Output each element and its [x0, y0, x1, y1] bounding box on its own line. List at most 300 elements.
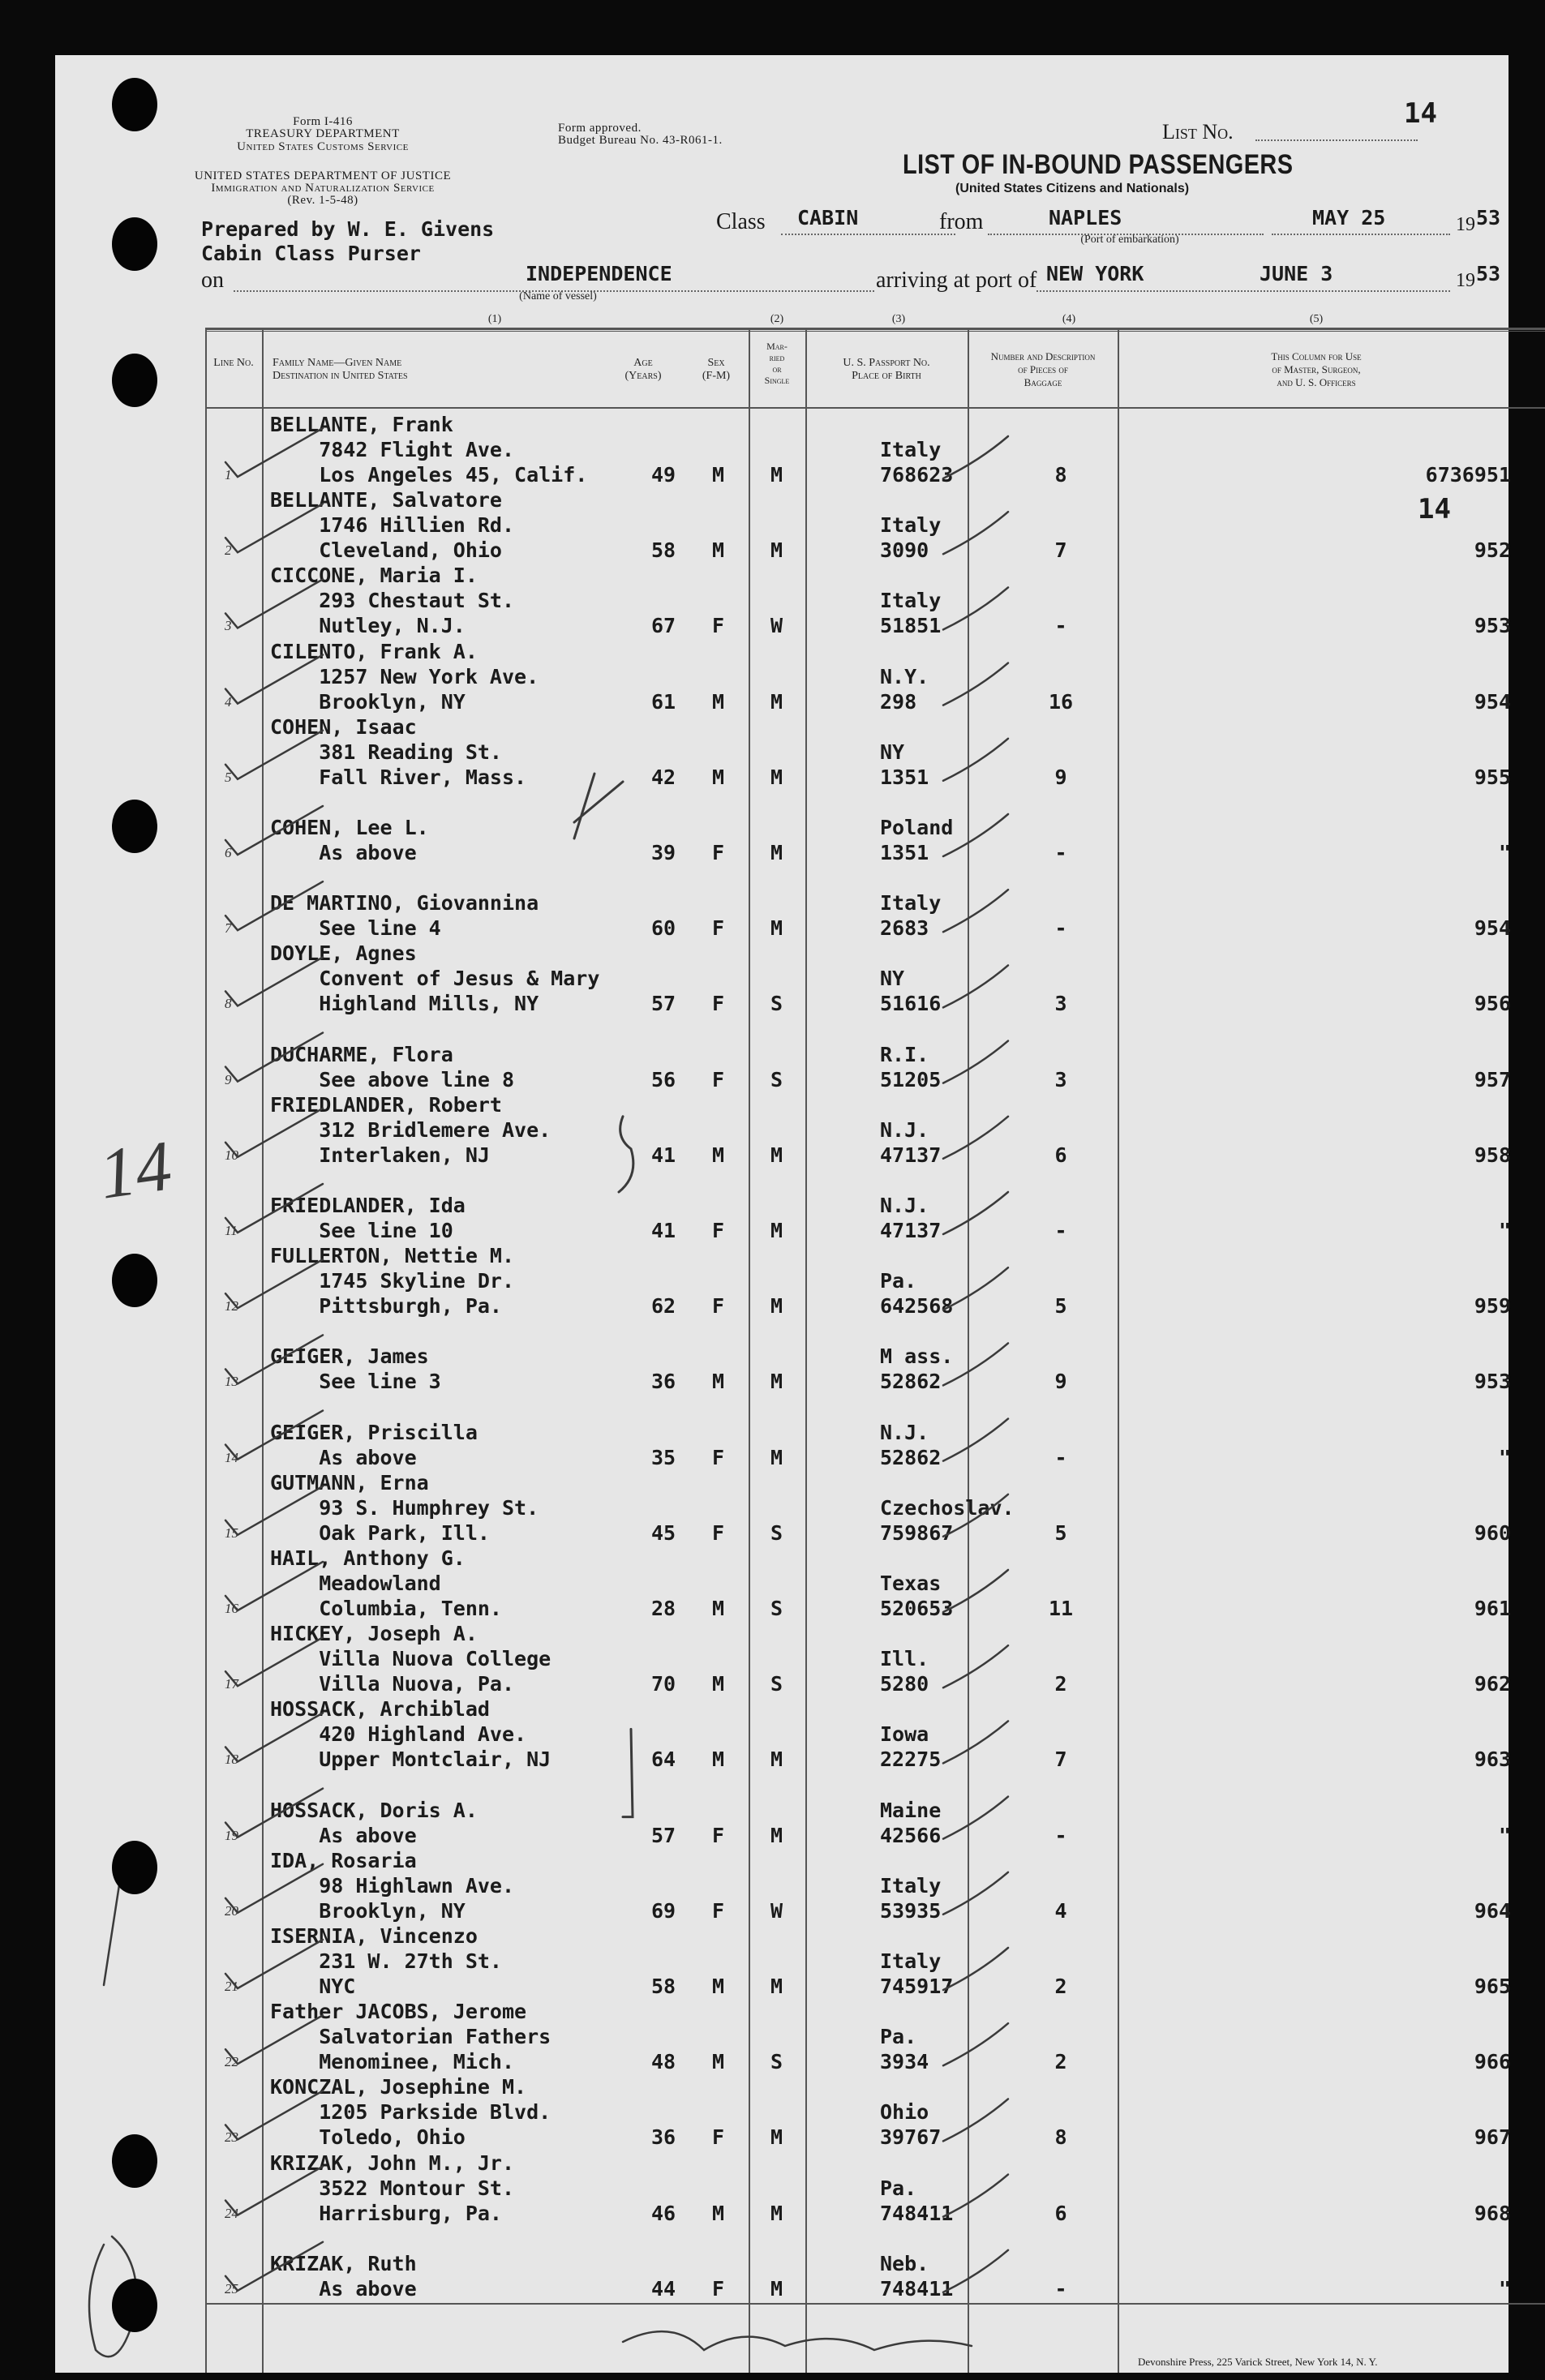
punch-hole	[112, 1841, 157, 1894]
passport-check-mark	[943, 663, 1008, 705]
destination-line: 1205 Parkside Blvd.	[270, 2100, 551, 2125]
marital-cell: M	[770, 1823, 783, 1847]
left-check-mark	[225, 1335, 323, 1383]
manifest-page	[55, 55, 1509, 2373]
destination-line: Villa Nuova College	[270, 1647, 551, 1671]
col-number-2: (2)	[770, 313, 784, 325]
sex-cell: M	[711, 1975, 725, 1998]
birthplace-cell: Neb.	[880, 2251, 929, 2275]
punch-hole	[112, 1254, 157, 1307]
left-check-mark	[225, 1486, 323, 1535]
marital-cell: S	[770, 1520, 783, 1545]
officer-column-cell: "	[1498, 1445, 1511, 1469]
line-number: 8	[225, 996, 232, 1012]
officer-column-cell: 953	[1474, 614, 1511, 638]
sex-cell: F	[711, 1445, 725, 1469]
marital-cell: S	[770, 2050, 783, 2074]
birthplace-cell: Italy	[880, 891, 942, 916]
col-number-5: (5)	[1309, 313, 1324, 325]
marital-cell: M	[770, 2201, 783, 2225]
arrival-port: NEW YORK	[1046, 262, 1144, 285]
birthplace-cell: Pa.	[880, 2025, 917, 2049]
birthplace-cell: Czechoslav.	[880, 1495, 1015, 1520]
passport-check-mark	[943, 1267, 1008, 1310]
destination-line: Toledo, Ohio	[270, 2125, 466, 2150]
marital-cell: W	[770, 1898, 783, 1923]
passenger-name: HAIL, Anthony G.	[270, 1546, 466, 1570]
age-cell: 46	[650, 2201, 676, 2225]
marital-cell: W	[770, 614, 783, 638]
baggage-cell: -	[1054, 1445, 1067, 1469]
left-check-mark	[225, 881, 323, 930]
line-number: 2	[225, 542, 232, 559]
prepared-by: Prepared by W. E. Givens	[201, 217, 495, 241]
marital-cell: S	[770, 992, 783, 1016]
passenger-name: HOSSACK, Archiblad	[270, 1697, 490, 1722]
birthplace-cell: N.J.	[880, 1194, 929, 1217]
baggage-cell: -	[1054, 2276, 1067, 2301]
passport-check-mark	[943, 1872, 1008, 1915]
baggage-cell: 2	[1054, 1975, 1067, 1998]
destination-line: HOSSACK, Doris A.	[270, 1798, 478, 1822]
age-cell: 61	[650, 689, 676, 714]
passenger-name: IDA, Rosaria	[270, 1848, 417, 1872]
birthplace-cell: NY	[880, 967, 905, 991]
age-cell: 57	[650, 992, 676, 1016]
officer-column-cell: 952	[1474, 538, 1511, 563]
baggage-cell: -	[1054, 614, 1067, 638]
passport-number-cell: 642568	[880, 1294, 954, 1319]
destination-line: 98 Highlawn Ave.	[270, 1873, 515, 1898]
officer-column-cell: 962	[1474, 1672, 1511, 1696]
form-number: Form I-416	[293, 115, 353, 128]
line-number: 18	[225, 1752, 238, 1768]
birthplace-cell: Pa.	[880, 2176, 917, 2200]
baggage-cell: -	[1054, 1823, 1067, 1847]
destination-line: GEIGER, James	[270, 1344, 429, 1369]
birthplace-cell: N.J.	[880, 1420, 929, 1444]
baggage-cell: 9	[1054, 1370, 1067, 1394]
sex-cell: F	[711, 2125, 725, 2150]
departure-year: 53	[1476, 206, 1501, 229]
destination-line: 381 Reading St.	[270, 740, 502, 764]
marital-cell: M	[770, 841, 783, 864]
marital-cell: M	[770, 1143, 783, 1167]
officer-column-cell: 961	[1474, 1597, 1511, 1620]
officer-column-cell: 6736951	[1425, 463, 1511, 487]
embarkation-caption: (Port of embarkation)	[1080, 234, 1179, 246]
col-number-4: (4)	[1062, 313, 1076, 325]
birthplace-cell: Poland	[880, 816, 954, 839]
sex-cell: M	[711, 538, 725, 563]
immigration-service: Immigration and Naturalization Service	[211, 182, 435, 195]
birthplace-cell: Ill.	[880, 1647, 929, 1671]
line-number: 9	[225, 1071, 232, 1087]
sex-cell: F	[711, 916, 725, 941]
destination-line: Highland Mills, NY	[270, 992, 539, 1016]
officer-column-cell: 959	[1474, 1294, 1511, 1319]
destination-line: As above	[270, 2276, 417, 2301]
destination-line: 293 Chestaut St.	[270, 589, 515, 613]
line-number: 14	[225, 1449, 238, 1465]
destination-line: 1745 Skyline Dr.	[270, 1269, 515, 1293]
baggage-cell: 2	[1054, 1672, 1067, 1696]
officer-column-cell: 965	[1474, 1975, 1511, 1998]
passenger-name: BELLANTE, Frank	[270, 413, 453, 436]
age-cell: 41	[650, 1219, 676, 1242]
class-value: CABIN	[797, 206, 859, 229]
officer-column-cell: 956	[1474, 992, 1511, 1016]
birthplace-cell: NY	[880, 740, 905, 764]
left-check-mark	[225, 2242, 323, 2291]
officer-column-cell: 955	[1474, 765, 1511, 789]
marital-cell: S	[770, 1672, 783, 1696]
list-no-label: List No.	[1162, 120, 1234, 144]
sex-cell: F	[711, 1294, 725, 1319]
left-check-mark	[225, 2167, 323, 2215]
destination-line: Fall River, Mass.	[270, 765, 527, 789]
arriving-label: arriving at port of	[876, 268, 1037, 293]
passport-check-mark	[943, 587, 1008, 629]
line-number: 6	[225, 845, 232, 860]
officer-column-cell: "	[1498, 2276, 1511, 2301]
destination-line: 93 S. Humphrey St.	[270, 1495, 539, 1520]
birthplace-cell: M ass.	[880, 1344, 954, 1369]
destination-line: Salvatorian Fathers	[270, 2025, 551, 2049]
marital-cell: M	[770, 1294, 783, 1319]
baggage-cell: -	[1054, 1219, 1067, 1242]
line-number: 5	[225, 769, 232, 785]
passport-check-mark	[943, 2175, 1008, 2217]
passenger-name: HICKEY, Joseph A.	[270, 1622, 478, 1646]
passport-number-cell: 42566	[880, 1823, 942, 1847]
passport-number-cell: 748411	[880, 2276, 954, 2301]
baggage-cell: -	[1054, 916, 1067, 941]
passport-number-cell: 5280	[880, 1672, 929, 1696]
passport-check-mark	[943, 2099, 1008, 2141]
passport-check-mark	[943, 2023, 1008, 2065]
marital-cell: M	[770, 1219, 783, 1242]
punch-hole	[112, 2279, 157, 2332]
left-check-mark	[225, 1411, 323, 1460]
arrival-year-prefix: 19	[1456, 270, 1475, 291]
on-label: on	[201, 268, 224, 293]
pencil-scribble	[574, 774, 623, 838]
header-officers: This Column for Use of Master, Surgeon, and U. S. Officers	[1271, 350, 1362, 388]
marital-cell: M	[770, 1370, 783, 1394]
passport-number-cell: 745917	[880, 1975, 954, 1998]
line-number: 12	[225, 1298, 238, 1314]
baggage-cell: 9	[1054, 765, 1067, 789]
sex-cell: F	[711, 1067, 725, 1091]
destination-line: 420 Highland Ave.	[270, 1722, 527, 1747]
arrival-year: 53	[1476, 262, 1501, 285]
margin-stroke	[104, 1880, 120, 1985]
destination-line: 1257 New York Ave.	[270, 664, 539, 688]
age-cell: 44	[650, 2276, 676, 2301]
line-number: 23	[225, 2129, 238, 2146]
marital-cell: M	[770, 2125, 783, 2150]
passenger-name: CICCONE, Maria I.	[270, 564, 478, 588]
destination-line: Villa Nuova, Pa.	[270, 1672, 515, 1696]
officer-column-cell: 958	[1474, 1143, 1511, 1167]
officer-column-cell: 957	[1474, 1067, 1511, 1091]
passport-check-mark	[943, 1797, 1008, 1839]
baggage-cell: 7	[1054, 1747, 1067, 1772]
arrival-date: JUNE 3	[1260, 262, 1333, 285]
officer-column-cell: "	[1498, 841, 1511, 864]
birthplace-cell: Italy	[880, 589, 942, 613]
left-check-mark	[225, 579, 323, 628]
sex-cell: F	[711, 1219, 725, 1242]
marital-cell: M	[770, 538, 783, 563]
left-check-mark	[225, 1259, 323, 1308]
sex-cell: F	[711, 841, 725, 864]
header-passport: U. S. Passport No. Place of Birth	[843, 357, 930, 382]
left-check-mark	[225, 1184, 323, 1233]
destination-line: Cleveland, Ohio	[270, 538, 502, 563]
sex-cell: F	[711, 1823, 725, 1847]
class-label: Class	[716, 209, 766, 234]
officer-column-cell: 953	[1474, 1370, 1511, 1394]
sex-cell: F	[711, 1898, 725, 1923]
from-label: from	[939, 209, 984, 234]
passport-check-mark	[943, 890, 1008, 932]
passport-number-cell: 748411	[880, 2201, 954, 2225]
baggage-cell: 3	[1054, 992, 1067, 1016]
passport-check-mark	[943, 436, 1008, 478]
sex-cell: M	[711, 1143, 725, 1167]
passport-check-mark	[943, 1419, 1008, 1461]
destination-line: DUCHARME, Flora	[270, 1042, 453, 1066]
depart-year-prefix: 19	[1456, 214, 1475, 235]
left-check-mark	[225, 655, 323, 704]
destination-line: See above line 8	[270, 1067, 515, 1091]
sex-cell: F	[711, 614, 725, 638]
margin-handwritten-14: 14	[94, 1126, 177, 1215]
marital-cell: M	[770, 1445, 783, 1469]
baggage-cell: 7	[1054, 538, 1067, 563]
birthplace-cell: Maine	[880, 1798, 942, 1822]
left-check-mark	[225, 806, 323, 855]
passport-number-cell: 53935	[880, 1898, 942, 1923]
age-cell: 49	[650, 463, 676, 487]
marital-cell: M	[770, 463, 783, 487]
vessel-name: INDEPENDENCE	[526, 262, 672, 285]
left-check-mark	[225, 504, 323, 552]
birthplace-cell: Italy	[880, 1873, 942, 1898]
vessel-caption: (Name of vessel)	[519, 290, 597, 302]
destination-line: As above	[270, 1445, 417, 1469]
sex-cell: M	[711, 1672, 725, 1696]
passport-number-cell: 3934	[880, 2050, 929, 2074]
destination-line: 312 Bridlemere Ave.	[270, 1117, 551, 1142]
passport-check-mark	[943, 1117, 1008, 1159]
passport-number-cell: 1351	[880, 841, 929, 864]
age-cell: 69	[650, 1898, 676, 1923]
officer-column-cell: 963	[1474, 1747, 1511, 1772]
passenger-name: Father JACOBS, Jerome	[270, 2000, 527, 2024]
sex-cell: M	[711, 1747, 725, 1772]
sex-cell: F	[711, 1520, 725, 1545]
punch-hole	[112, 354, 157, 407]
destination-line: See line 4	[270, 916, 441, 941]
age-cell: 56	[650, 1067, 676, 1091]
destination-line: KRIZAK, Ruth	[270, 2251, 417, 2275]
age-cell: 28	[650, 1597, 676, 1620]
sex-cell: M	[711, 2201, 725, 2225]
marital-cell: M	[770, 1975, 783, 1998]
officer-column-cell: "	[1498, 1823, 1511, 1847]
header-line-no: Line No.	[213, 357, 254, 369]
passenger-name: KRIZAK, John M., Jr.	[270, 2151, 515, 2175]
passenger-name: BELLANTE, Salvatore	[270, 488, 502, 512]
birthplace-cell: Italy	[880, 1949, 942, 1973]
destination-line: COHEN, Lee L.	[270, 816, 429, 839]
line-number: 13	[225, 1374, 238, 1390]
left-check-mark	[225, 1562, 323, 1610]
customs-service: United States Customs Service	[237, 140, 409, 153]
left-check-mark	[225, 1637, 323, 1686]
age-cell: 58	[650, 538, 676, 563]
header-sex: Sex (F-M)	[702, 357, 731, 382]
passport-check-mark	[943, 512, 1008, 554]
age-cell: 64	[650, 1747, 676, 1772]
baggage-cell: 8	[1054, 463, 1067, 487]
destination-line: 1746 Hillien Rd.	[270, 513, 515, 538]
destination-line: Interlaken, NJ	[270, 1143, 490, 1167]
left-check-mark	[225, 957, 323, 1006]
passenger-name: COHEN, Isaac	[270, 714, 417, 739]
passport-number-cell: 51205	[880, 1067, 942, 1091]
destination-line: DE MARTINO, Giovannina	[270, 891, 539, 916]
destination-line: GEIGER, Priscilla	[270, 1420, 478, 1444]
side-page-number: 14	[1418, 493, 1451, 525]
line-number: 1	[225, 467, 232, 482]
passenger-name: KONCZAL, Josephine M.	[270, 2075, 527, 2099]
destination-line: Oak Park, Ill.	[270, 1520, 490, 1545]
header-age: Age (Years)	[624, 357, 662, 382]
age-cell: 48	[650, 2050, 676, 2074]
age-cell: 60	[650, 916, 676, 941]
line-number: 25	[225, 2280, 238, 2296]
officer-column-cell: 968	[1474, 2201, 1511, 2225]
officer-column-cell: 954	[1474, 689, 1511, 714]
marital-cell: M	[770, 916, 783, 941]
header-baggage: Number and Description of Pieces of Baggage	[990, 350, 1096, 388]
passenger-name: DOYLE, Agnes	[270, 941, 417, 966]
header-married: Mar- ried or Single	[764, 341, 790, 386]
left-check-mark	[225, 1864, 323, 1913]
passport-number-cell: 52862	[880, 1370, 942, 1394]
marital-cell: M	[770, 689, 783, 714]
destination-line: Convent of Jesus & Mary	[270, 967, 600, 991]
officer-column-cell: 964	[1474, 1898, 1511, 1923]
passport-number-cell: 51616	[880, 992, 942, 1016]
left-check-mark	[225, 1109, 323, 1157]
passport-check-mark	[943, 814, 1008, 856]
punch-hole	[112, 800, 157, 853]
destination-line: As above	[270, 1823, 417, 1847]
baggage-cell: 3	[1054, 1067, 1067, 1091]
left-check-mark	[225, 1713, 323, 1761]
passenger-name: CILENTO, Frank A.	[270, 639, 478, 663]
purser-title: Cabin Class Purser	[201, 242, 421, 265]
treasury-department: TREASURY DEPARTMENT	[246, 127, 400, 140]
left-check-mark	[225, 1940, 323, 1988]
officer-column-cell: 967	[1474, 2125, 1511, 2150]
destination-line: Brooklyn, NY	[270, 689, 466, 714]
passport-number-cell: 1351	[880, 765, 929, 789]
officer-column-cell: "	[1498, 1219, 1511, 1242]
pencil-bracket	[623, 1729, 633, 1816]
marital-cell: S	[770, 1597, 783, 1620]
age-cell: 36	[650, 2125, 676, 2150]
baggage-cell: 6	[1054, 1143, 1067, 1167]
destination-line: As above	[270, 841, 417, 864]
printer-imprint: Devonshire Press, 225 Varick Street, New York 14, N. Y.	[1138, 2356, 1378, 2368]
sex-cell: F	[711, 2276, 725, 2301]
destination-line: 231 W. 27th St.	[270, 1949, 502, 1973]
birthplace-cell: Italy	[880, 438, 942, 461]
left-check-mark	[225, 731, 323, 779]
passport-check-mark	[943, 2250, 1008, 2292]
age-cell: 67	[650, 614, 676, 638]
age-cell: 57	[650, 1823, 676, 1847]
left-check-mark	[225, 2015, 323, 2064]
marital-cell: M	[770, 2276, 783, 2301]
form-revision: (Rev. 1-5-48)	[287, 194, 358, 207]
passport-number-cell: 47137	[880, 1219, 942, 1242]
birthplace-cell: Texas	[880, 1572, 942, 1595]
age-cell: 45	[650, 1520, 676, 1545]
officer-column-cell: 954	[1474, 916, 1511, 941]
birthplace-cell: Iowa	[880, 1722, 929, 1747]
officer-column-cell: 966	[1474, 2050, 1511, 2074]
passport-number-cell: 768623	[880, 463, 954, 487]
age-cell: 36	[650, 1370, 676, 1394]
age-cell: 42	[650, 765, 676, 789]
sex-cell: M	[711, 689, 725, 714]
line-number: 10	[225, 1147, 238, 1163]
destination-line: Menominee, Mich.	[270, 2050, 515, 2074]
passport-number-cell: 22275	[880, 1747, 942, 1772]
baggage-cell: 16	[1048, 689, 1074, 714]
passport-number-cell: 52862	[880, 1445, 942, 1469]
punch-hole	[112, 78, 157, 131]
justice-department: UNITED STATES DEPARTMENT OF JUSTICE	[194, 169, 452, 182]
table-bottom-rule	[205, 2303, 1545, 2305]
punch-hole	[112, 2134, 157, 2188]
passport-number-cell: 39767	[880, 2125, 942, 2150]
passenger-name: GUTMANN, Erna	[270, 1470, 429, 1494]
passport-check-mark	[943, 965, 1008, 1007]
departure-date: MAY 25	[1312, 206, 1386, 229]
age-cell: 70	[650, 1672, 676, 1696]
destination-line: See line 10	[270, 1219, 453, 1242]
pencil-scribble	[619, 1117, 633, 1192]
list-number: 14	[1404, 97, 1437, 130]
officer-column-cell: 960	[1474, 1520, 1511, 1545]
passport-check-mark	[943, 1645, 1008, 1687]
col-number-3: (3)	[891, 313, 906, 325]
destination-line: Pittsburgh, Pa.	[270, 1294, 502, 1319]
destination-line: Harrisburg, Pa.	[270, 2201, 502, 2225]
marital-cell: S	[770, 1067, 783, 1091]
birthplace-cell: N.Y.	[880, 664, 929, 688]
punch-hole	[112, 217, 157, 271]
budget-bureau: Budget Bureau No. 43-R061-1.	[558, 134, 723, 147]
